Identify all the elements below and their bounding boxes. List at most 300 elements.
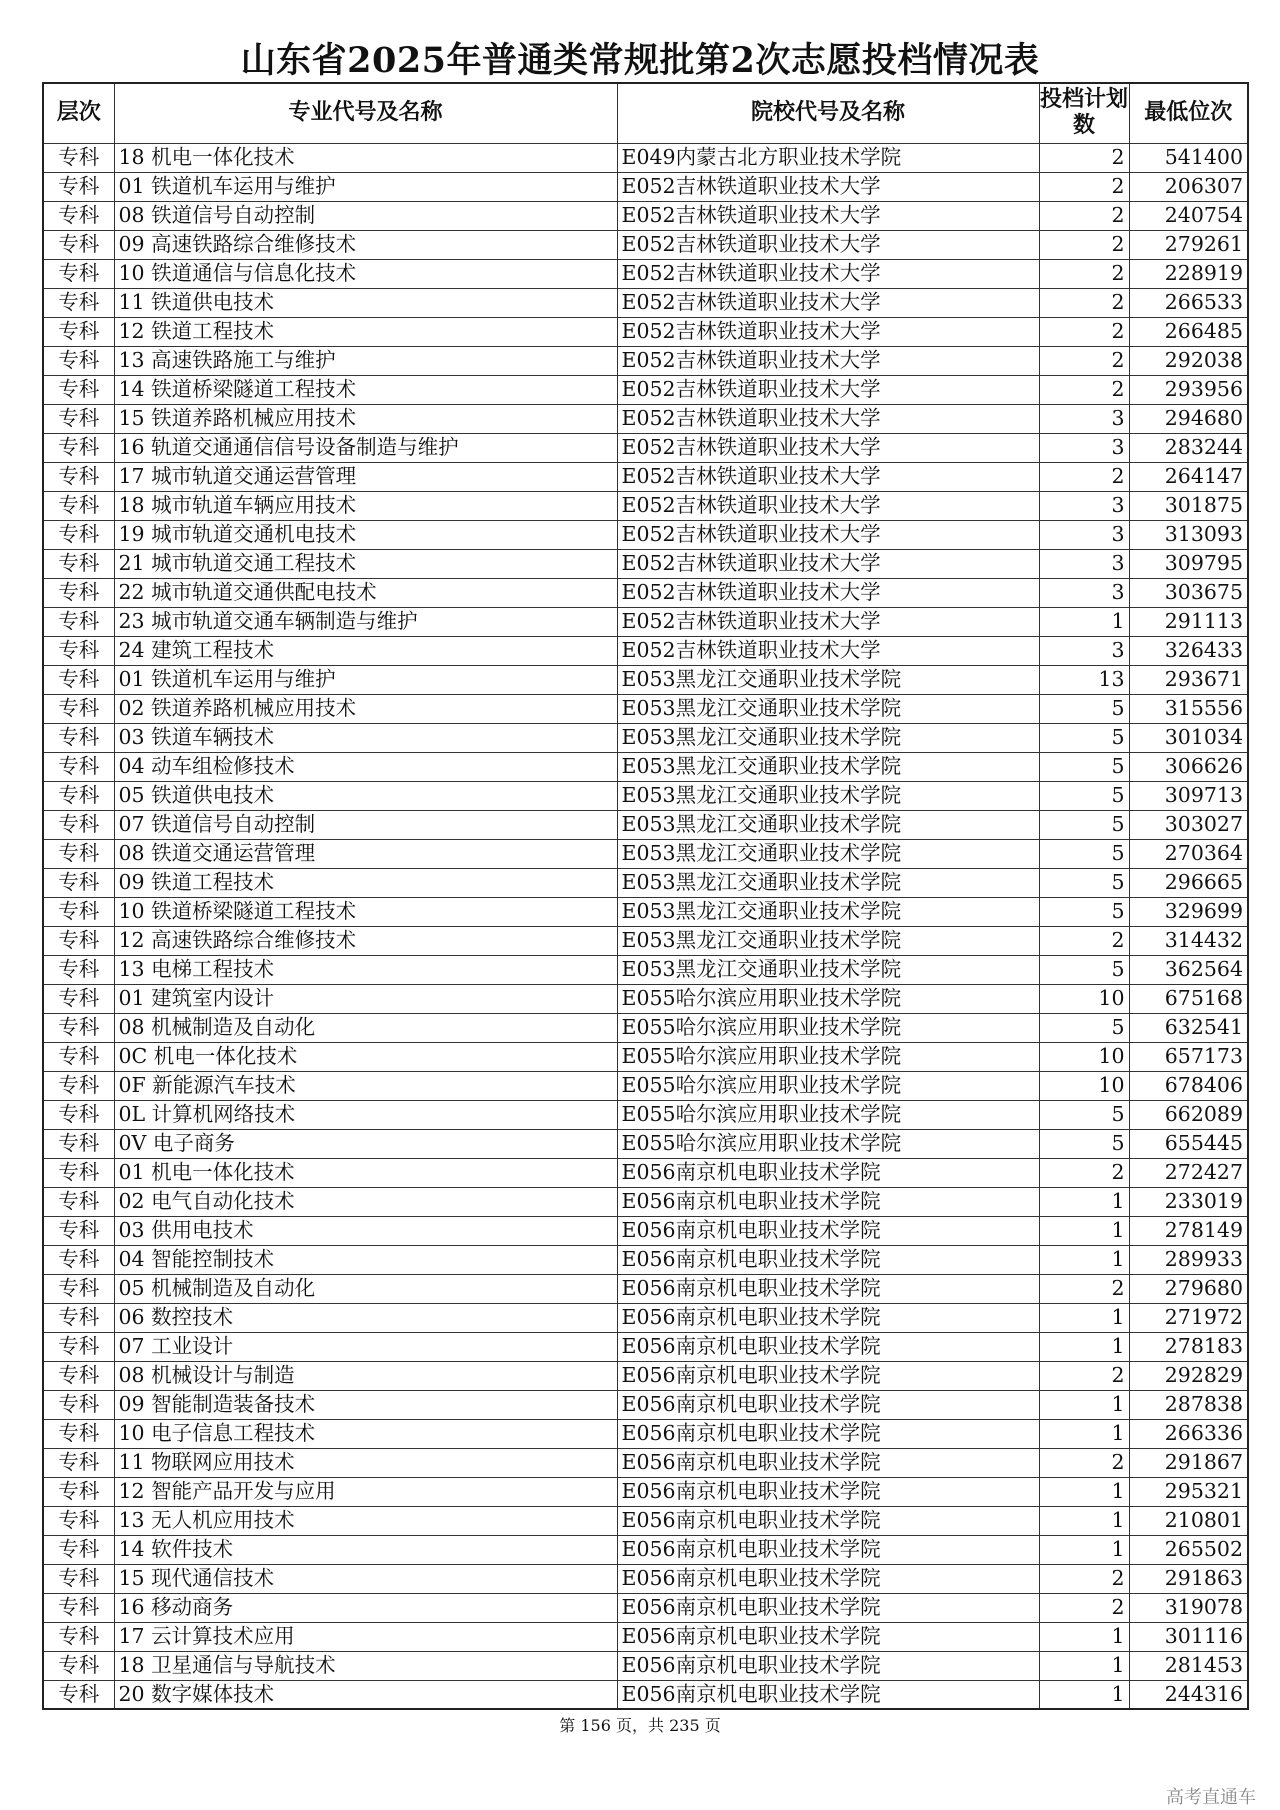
level-cell: 专科: [43, 1303, 114, 1332]
table-row: [43, 955, 1248, 984]
level-cell: 专科: [43, 172, 114, 201]
table-row: [43, 723, 1248, 752]
level-cell: 专科: [43, 433, 114, 462]
major-cell: 02 铁道养路机械应用技术: [114, 694, 617, 723]
table-row: [43, 549, 1248, 578]
min-rank-cell: 315556: [1129, 694, 1248, 723]
school-cell: E049内蒙古北方职业技术学院: [617, 143, 1039, 172]
major-cell: 09 铁道工程技术: [114, 868, 617, 897]
major-cell: 23 城市轨道交通车辆制造与维护: [114, 607, 617, 636]
school-cell: E056南京机电职业技术学院: [617, 1303, 1039, 1332]
school-cell: E052吉林铁道职业技术大学: [617, 607, 1039, 636]
major-cell: 21 城市轨道交通工程技术: [114, 549, 617, 578]
level-cell: 专科: [43, 1274, 114, 1303]
level-cell: 专科: [43, 201, 114, 230]
school-cell: E056南京机电职业技术学院: [617, 1158, 1039, 1187]
level-cell: 专科: [43, 520, 114, 549]
min-rank-cell: 303675: [1129, 578, 1248, 607]
major-cell: 01 建筑室内设计: [114, 984, 617, 1013]
plan-count-cell: 5: [1039, 723, 1129, 752]
plan-count-cell: 2: [1039, 375, 1129, 404]
school-cell: E052吉林铁道职业技术大学: [617, 288, 1039, 317]
header-school: 院校代号及名称: [617, 83, 1039, 143]
plan-count-cell: 2: [1039, 1448, 1129, 1477]
table-row: [43, 578, 1248, 607]
min-rank-cell: 244316: [1129, 1680, 1248, 1709]
school-cell: E053黑龙江交通职业技术学院: [617, 810, 1039, 839]
school-cell: E056南京机电职业技术学院: [617, 1361, 1039, 1390]
major-cell: 09 智能制造装备技术: [114, 1390, 617, 1419]
level-cell: 专科: [43, 1535, 114, 1564]
table-row: [43, 1564, 1248, 1593]
school-cell: E053黑龙江交通职业技术学院: [617, 955, 1039, 984]
major-cell: 04 智能控制技术: [114, 1245, 617, 1274]
major-cell: 19 城市轨道交通机电技术: [114, 520, 617, 549]
level-cell: 专科: [43, 1477, 114, 1506]
level-cell: 专科: [43, 984, 114, 1013]
table-row: [43, 1100, 1248, 1129]
school-cell: E052吉林铁道职业技术大学: [617, 578, 1039, 607]
major-cell: 11 铁道供电技术: [114, 288, 617, 317]
plan-count-cell: 5: [1039, 868, 1129, 897]
level-cell: 专科: [43, 1332, 114, 1361]
plan-count-cell: 1: [1039, 1303, 1129, 1332]
school-cell: E056南京机电职业技术学院: [617, 1274, 1039, 1303]
school-cell: E052吉林铁道职业技术大学: [617, 317, 1039, 346]
school-cell: E052吉林铁道职业技术大学: [617, 491, 1039, 520]
major-cell: 01 机电一体化技术: [114, 1158, 617, 1187]
school-cell: E056南京机电职业技术学院: [617, 1564, 1039, 1593]
major-cell: 07 铁道信号自动控制: [114, 810, 617, 839]
level-cell: 专科: [43, 1042, 114, 1071]
plan-count-cell: 5: [1039, 810, 1129, 839]
plan-count-cell: 2: [1039, 1593, 1129, 1622]
min-rank-cell: 210801: [1129, 1506, 1248, 1535]
min-rank-cell: 291867: [1129, 1448, 1248, 1477]
major-cell: 0C 机电一体化技术: [114, 1042, 617, 1071]
major-cell: 01 铁道机车运用与维护: [114, 665, 617, 694]
level-cell: 专科: [43, 694, 114, 723]
school-cell: E053黑龙江交通职业技术学院: [617, 665, 1039, 694]
level-cell: 专科: [43, 143, 114, 172]
plan-count-cell: 2: [1039, 1158, 1129, 1187]
major-cell: 14 铁道桥梁隧道工程技术: [114, 375, 617, 404]
min-rank-cell: 233019: [1129, 1187, 1248, 1216]
min-rank-cell: 314432: [1129, 926, 1248, 955]
plan-count-cell: 10: [1039, 984, 1129, 1013]
table-row: [43, 520, 1248, 549]
school-cell: E052吉林铁道职业技术大学: [617, 230, 1039, 259]
plan-count-cell: 1: [1039, 1332, 1129, 1361]
table-row: [43, 1651, 1248, 1680]
major-cell: 0F 新能源汽车技术: [114, 1071, 617, 1100]
table-row: [43, 839, 1248, 868]
level-cell: 专科: [43, 346, 114, 375]
min-rank-cell: 278183: [1129, 1332, 1248, 1361]
level-cell: 专科: [43, 549, 114, 578]
min-rank-cell: 675168: [1129, 984, 1248, 1013]
school-cell: E052吉林铁道职业技术大学: [617, 259, 1039, 288]
table-row: [43, 1013, 1248, 1042]
school-cell: E052吉林铁道职业技术大学: [617, 375, 1039, 404]
min-rank-cell: 266336: [1129, 1419, 1248, 1448]
school-cell: E056南京机电职业技术学院: [617, 1187, 1039, 1216]
level-cell: 专科: [43, 317, 114, 346]
plan-count-cell: 5: [1039, 752, 1129, 781]
table-row: [43, 1535, 1248, 1564]
level-cell: 专科: [43, 1506, 114, 1535]
major-cell: 07 工业设计: [114, 1332, 617, 1361]
school-cell: E053黑龙江交通职业技术学院: [617, 694, 1039, 723]
major-cell: 13 电梯工程技术: [114, 955, 617, 984]
school-cell: E056南京机电职业技术学院: [617, 1216, 1039, 1245]
plan-count-cell: 13: [1039, 665, 1129, 694]
major-cell: 10 铁道通信与信息化技术: [114, 259, 617, 288]
level-cell: 专科: [43, 1071, 114, 1100]
min-rank-cell: 292038: [1129, 346, 1248, 375]
plan-count-cell: 3: [1039, 433, 1129, 462]
school-cell: E053黑龙江交通职业技术学院: [617, 781, 1039, 810]
school-cell: E056南京机电职业技术学院: [617, 1390, 1039, 1419]
min-rank-cell: 541400: [1129, 143, 1248, 172]
school-cell: E053黑龙江交通职业技术学院: [617, 752, 1039, 781]
table-row: [43, 143, 1248, 172]
table-row: [43, 1071, 1248, 1100]
min-rank-cell: 306626: [1129, 752, 1248, 781]
major-cell: 12 智能产品开发与应用: [114, 1477, 617, 1506]
major-cell: 18 卫星通信与导航技术: [114, 1651, 617, 1680]
major-cell: 18 机电一体化技术: [114, 143, 617, 172]
school-cell: E052吉林铁道职业技术大学: [617, 346, 1039, 375]
plan-count-cell: 5: [1039, 781, 1129, 810]
school-cell: E052吉林铁道职业技术大学: [617, 636, 1039, 665]
school-cell: E056南京机电职业技术学院: [617, 1622, 1039, 1651]
level-cell: 专科: [43, 404, 114, 433]
level-cell: 专科: [43, 1100, 114, 1129]
level-cell: 专科: [43, 1158, 114, 1187]
plan-count-cell: 2: [1039, 172, 1129, 201]
major-cell: 11 物联网应用技术: [114, 1448, 617, 1477]
min-rank-cell: 313093: [1129, 520, 1248, 549]
level-cell: 专科: [43, 1216, 114, 1245]
min-rank-cell: 329699: [1129, 897, 1248, 926]
school-cell: E055哈尔滨应用职业技术学院: [617, 1100, 1039, 1129]
school-cell: E056南京机电职业技术学院: [617, 1448, 1039, 1477]
level-cell: 专科: [43, 665, 114, 694]
plan-count-cell: 1: [1039, 1390, 1129, 1419]
table-row: [43, 201, 1248, 230]
min-rank-cell: 292829: [1129, 1361, 1248, 1390]
plan-count-cell: 5: [1039, 1100, 1129, 1129]
min-rank-cell: 266533: [1129, 288, 1248, 317]
table-row: [43, 462, 1248, 491]
min-rank-cell: 272427: [1129, 1158, 1248, 1187]
level-cell: 专科: [43, 926, 114, 955]
table-row: [43, 346, 1248, 375]
header-rank: 最低位次: [1129, 83, 1248, 143]
min-rank-cell: 301034: [1129, 723, 1248, 752]
min-rank-cell: 362564: [1129, 955, 1248, 984]
table-row: [43, 259, 1248, 288]
level-cell: 专科: [43, 1390, 114, 1419]
min-rank-cell: 301875: [1129, 491, 1248, 520]
min-rank-cell: 662089: [1129, 1100, 1248, 1129]
min-rank-cell: 264147: [1129, 462, 1248, 491]
major-cell: 02 电气自动化技术: [114, 1187, 617, 1216]
school-cell: E053黑龙江交通职业技术学院: [617, 868, 1039, 897]
level-cell: 专科: [43, 1622, 114, 1651]
table-row: [43, 433, 1248, 462]
level-cell: 专科: [43, 636, 114, 665]
major-cell: 17 云计算技术应用: [114, 1622, 617, 1651]
major-cell: 06 数控技术: [114, 1303, 617, 1332]
min-rank-cell: 295321: [1129, 1477, 1248, 1506]
min-rank-cell: 309795: [1129, 549, 1248, 578]
plan-count-cell: 3: [1039, 549, 1129, 578]
table-row: [43, 1245, 1248, 1274]
plan-count-cell: 1: [1039, 1216, 1129, 1245]
level-cell: 专科: [43, 230, 114, 259]
level-cell: 专科: [43, 752, 114, 781]
major-cell: 24 建筑工程技术: [114, 636, 617, 665]
min-rank-cell: 265502: [1129, 1535, 1248, 1564]
school-cell: E055哈尔滨应用职业技术学院: [617, 1129, 1039, 1158]
level-cell: 专科: [43, 839, 114, 868]
plan-count-cell: 1: [1039, 607, 1129, 636]
table-row: [43, 1129, 1248, 1158]
plan-count-cell: 10: [1039, 1071, 1129, 1100]
page-title: 山东省2025年普通类常规批第2次志愿投档情况表: [240, 40, 1040, 81]
school-cell: E052吉林铁道职业技术大学: [617, 433, 1039, 462]
table-row: [43, 665, 1248, 694]
plan-count-cell: 1: [1039, 1651, 1129, 1680]
plan-count-cell: 3: [1039, 404, 1129, 433]
min-rank-cell: 678406: [1129, 1071, 1248, 1100]
watermark: 高考直通车: [1166, 1787, 1256, 1808]
school-cell: E056南京机电职业技术学院: [617, 1419, 1039, 1448]
level-cell: 专科: [43, 259, 114, 288]
major-cell: 17 城市轨道交通运营管理: [114, 462, 617, 491]
min-rank-cell: 270364: [1129, 839, 1248, 868]
table-row: [43, 636, 1248, 665]
major-cell: 03 供用电技术: [114, 1216, 617, 1245]
table-row: [43, 375, 1248, 404]
table-row: [43, 1303, 1248, 1332]
table-row: [43, 1419, 1248, 1448]
major-cell: 05 机械制造及自动化: [114, 1274, 617, 1303]
table-row: [43, 1390, 1248, 1419]
plan-count-cell: 1: [1039, 1680, 1129, 1709]
level-cell: 专科: [43, 1245, 114, 1274]
school-cell: E053黑龙江交通职业技术学院: [617, 723, 1039, 752]
table-row: [43, 1477, 1248, 1506]
min-rank-cell: 632541: [1129, 1013, 1248, 1042]
min-rank-cell: 291113: [1129, 607, 1248, 636]
level-cell: 专科: [43, 1419, 114, 1448]
level-cell: 专科: [43, 578, 114, 607]
school-cell: E053黑龙江交通职业技术学院: [617, 897, 1039, 926]
plan-count-cell: 2: [1039, 926, 1129, 955]
min-rank-cell: 294680: [1129, 404, 1248, 433]
min-rank-cell: 279680: [1129, 1274, 1248, 1303]
school-cell: E052吉林铁道职业技术大学: [617, 172, 1039, 201]
table-row: [43, 1361, 1248, 1390]
plan-count-cell: 1: [1039, 1535, 1129, 1564]
plan-count-cell: 3: [1039, 520, 1129, 549]
header-plan: [1039, 83, 1129, 143]
plan-count-cell: 2: [1039, 317, 1129, 346]
plan-count-cell: 3: [1039, 578, 1129, 607]
table-row: [43, 491, 1248, 520]
min-rank-cell: 240754: [1129, 201, 1248, 230]
table-row: [43, 317, 1248, 346]
major-cell: 20 数字媒体技术: [114, 1680, 617, 1709]
table-row: [43, 1680, 1248, 1709]
school-cell: E056南京机电职业技术学院: [617, 1535, 1039, 1564]
plan-count-cell: 5: [1039, 897, 1129, 926]
major-cell: 08 铁道交通运营管理: [114, 839, 617, 868]
min-rank-cell: 657173: [1129, 1042, 1248, 1071]
school-cell: E055哈尔滨应用职业技术学院: [617, 1071, 1039, 1100]
school-cell: E053黑龙江交通职业技术学院: [617, 926, 1039, 955]
table-row: [43, 1593, 1248, 1622]
plan-count-cell: 1: [1039, 1187, 1129, 1216]
table-row: [43, 1506, 1248, 1535]
major-cell: 08 机械设计与制造: [114, 1361, 617, 1390]
level-cell: 专科: [43, 288, 114, 317]
min-rank-cell: 655445: [1129, 1129, 1248, 1158]
page-number: 第 156 页，共 235 页: [559, 1716, 721, 1735]
table-row: [43, 694, 1248, 723]
school-cell: E056南京机电职业技术学院: [617, 1680, 1039, 1709]
plan-count-cell: 5: [1039, 694, 1129, 723]
school-cell: E056南京机电职业技术学院: [617, 1506, 1039, 1535]
major-cell: 09 高速铁路综合维修技术: [114, 230, 617, 259]
plan-count-cell: 5: [1039, 1129, 1129, 1158]
min-rank-cell: 309713: [1129, 781, 1248, 810]
plan-count-cell: 1: [1039, 1245, 1129, 1274]
plan-count-cell: 1: [1039, 1622, 1129, 1651]
min-rank-cell: 287838: [1129, 1390, 1248, 1419]
level-cell: 专科: [43, 1651, 114, 1680]
min-rank-cell: 283244: [1129, 433, 1248, 462]
level-cell: 专科: [43, 375, 114, 404]
min-rank-cell: 289933: [1129, 1245, 1248, 1274]
major-cell: 14 软件技术: [114, 1535, 617, 1564]
major-cell: 01 铁道机车运用与维护: [114, 172, 617, 201]
level-cell: 专科: [43, 868, 114, 897]
major-cell: 0L 计算机网络技术: [114, 1100, 617, 1129]
table-row: [43, 288, 1248, 317]
plan-count-cell: 2: [1039, 1274, 1129, 1303]
min-rank-cell: 293956: [1129, 375, 1248, 404]
plan-count-cell: 2: [1039, 230, 1129, 259]
level-cell: 专科: [43, 491, 114, 520]
level-cell: 专科: [43, 781, 114, 810]
table-row: [43, 781, 1248, 810]
table-body: [43, 143, 1248, 1709]
school-cell: E056南京机电职业技术学院: [617, 1332, 1039, 1361]
school-cell: E056南京机电职业技术学院: [617, 1593, 1039, 1622]
table-row: [43, 1187, 1248, 1216]
school-cell: E055哈尔滨应用职业技术学院: [617, 1042, 1039, 1071]
min-rank-cell: 301116: [1129, 1622, 1248, 1651]
min-rank-cell: 291863: [1129, 1564, 1248, 1593]
major-cell: 13 无人机应用技术: [114, 1506, 617, 1535]
plan-count-cell: 5: [1039, 955, 1129, 984]
school-cell: E056南京机电职业技术学院: [617, 1245, 1039, 1274]
table-row: [43, 810, 1248, 839]
level-cell: 专科: [43, 1593, 114, 1622]
min-rank-cell: 278149: [1129, 1216, 1248, 1245]
major-cell: 13 高速铁路施工与维护: [114, 346, 617, 375]
major-cell: 08 机械制造及自动化: [114, 1013, 617, 1042]
major-cell: 18 城市轨道车辆应用技术: [114, 491, 617, 520]
school-cell: E056南京机电职业技术学院: [617, 1651, 1039, 1680]
level-cell: 专科: [43, 1680, 114, 1709]
level-cell: 专科: [43, 607, 114, 636]
plan-count-cell: 5: [1039, 1013, 1129, 1042]
table-row: [43, 984, 1248, 1013]
major-cell: 15 铁道养路机械应用技术: [114, 404, 617, 433]
table-row: [43, 1216, 1248, 1245]
header-major: 专业代号及名称: [114, 83, 617, 143]
plan-count-cell: 10: [1039, 1042, 1129, 1071]
table-row: [43, 172, 1248, 201]
plan-count-cell: 3: [1039, 636, 1129, 665]
major-cell: 12 高速铁路综合维修技术: [114, 926, 617, 955]
plan-count-cell: 2: [1039, 462, 1129, 491]
plan-count-cell: 2: [1039, 201, 1129, 230]
min-rank-cell: 293671: [1129, 665, 1248, 694]
level-cell: 专科: [43, 1448, 114, 1477]
min-rank-cell: 319078: [1129, 1593, 1248, 1622]
plan-count-cell: 2: [1039, 346, 1129, 375]
major-cell: 22 城市轨道交通供配电技术: [114, 578, 617, 607]
plan-count-cell: 5: [1039, 839, 1129, 868]
level-cell: 专科: [43, 1013, 114, 1042]
major-cell: 10 铁道桥梁隧道工程技术: [114, 897, 617, 926]
school-cell: E056南京机电职业技术学院: [617, 1477, 1039, 1506]
min-rank-cell: 266485: [1129, 317, 1248, 346]
school-cell: E052吉林铁道职业技术大学: [617, 549, 1039, 578]
plan-count-cell: 1: [1039, 1419, 1129, 1448]
major-cell: 08 铁道信号自动控制: [114, 201, 617, 230]
level-cell: 专科: [43, 810, 114, 839]
level-cell: 专科: [43, 462, 114, 491]
school-cell: E052吉林铁道职业技术大学: [617, 201, 1039, 230]
header-level: 层次: [43, 83, 114, 143]
min-rank-cell: 281453: [1129, 1651, 1248, 1680]
level-cell: 专科: [43, 897, 114, 926]
major-cell: 16 移动商务: [114, 1593, 617, 1622]
plan-count-cell: 2: [1039, 1361, 1129, 1390]
major-cell: 10 电子信息工程技术: [114, 1419, 617, 1448]
school-cell: E055哈尔滨应用职业技术学院: [617, 1013, 1039, 1042]
major-cell: 0V 电子商务: [114, 1129, 617, 1158]
header-plan-label: 投档计划数: [1039, 87, 1128, 139]
table-row: [43, 230, 1248, 259]
min-rank-cell: 326433: [1129, 636, 1248, 665]
table-row: [43, 752, 1248, 781]
admission-table: [42, 82, 1249, 1710]
table-row: [43, 1622, 1248, 1651]
level-cell: 专科: [43, 1361, 114, 1390]
level-cell: 专科: [43, 1564, 114, 1593]
school-cell: E052吉林铁道职业技术大学: [617, 462, 1039, 491]
level-cell: 专科: [43, 955, 114, 984]
table-row: [43, 1332, 1248, 1361]
